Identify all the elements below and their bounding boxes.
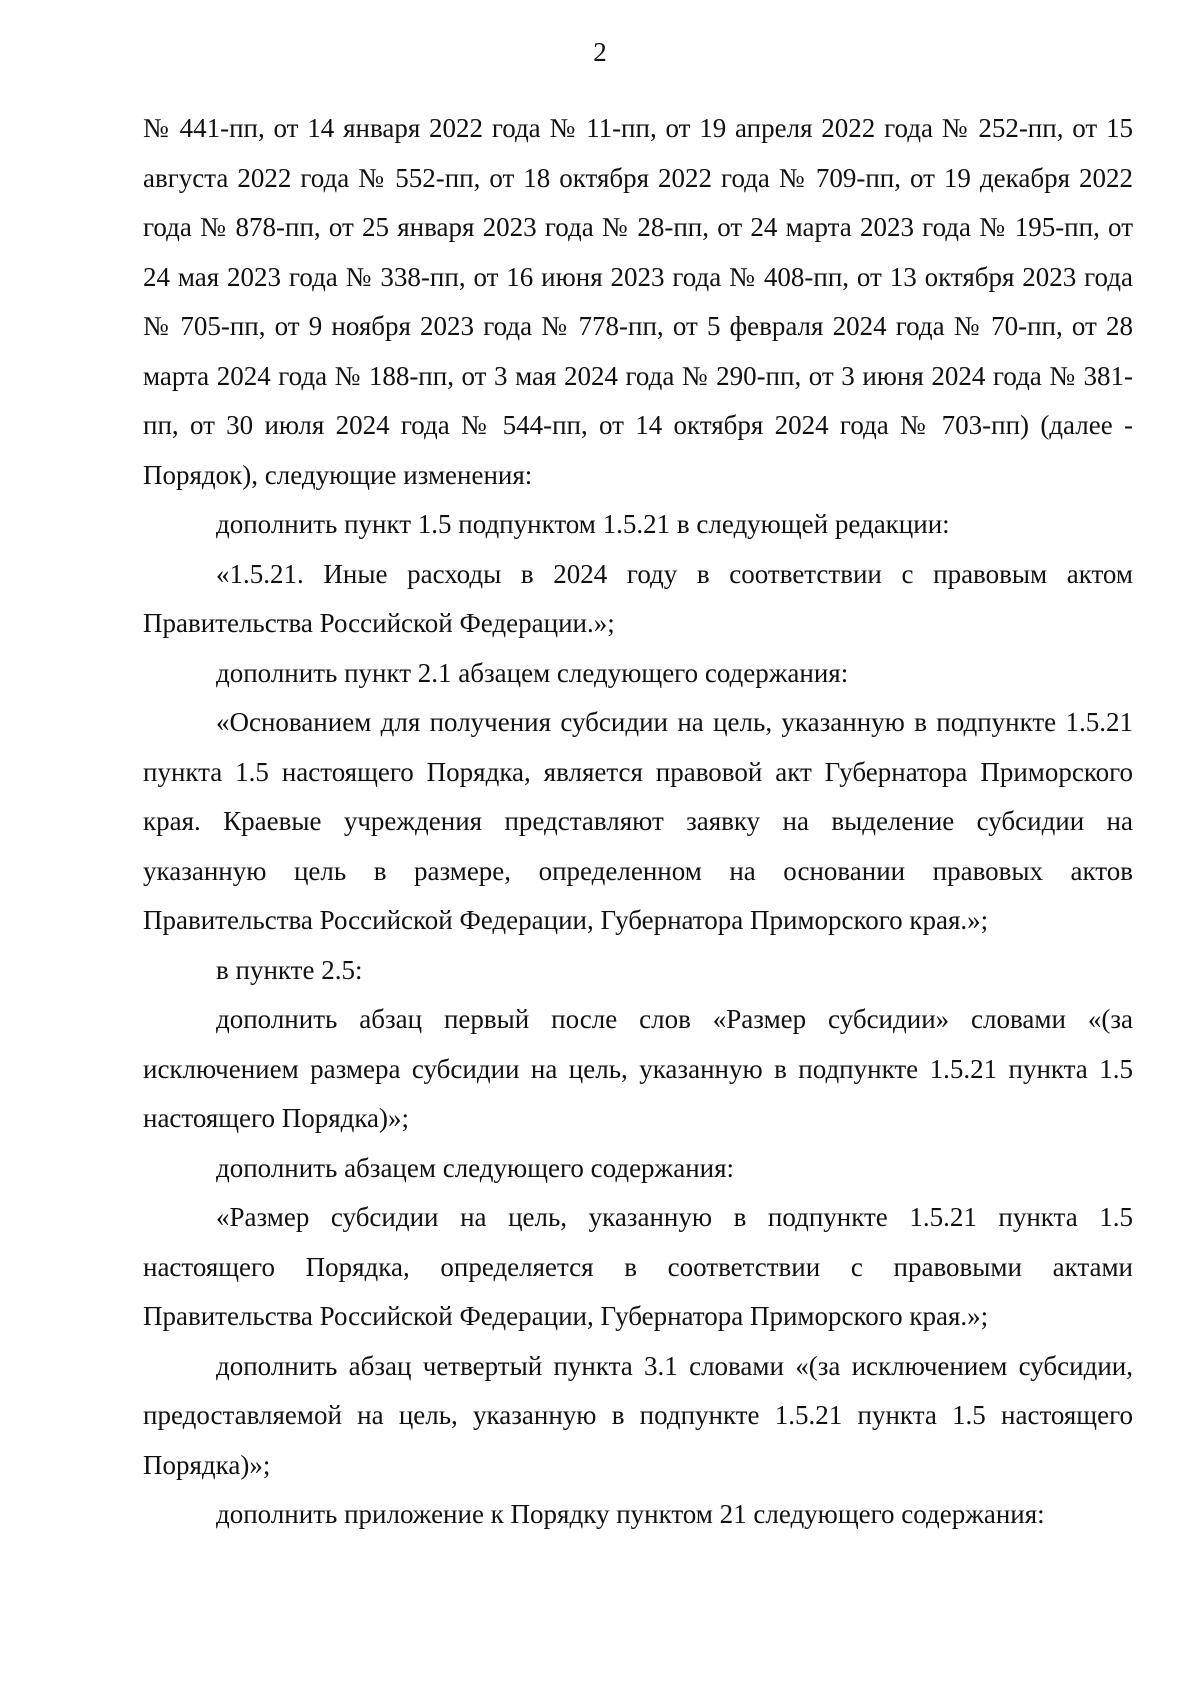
document-body	[143, 104, 1133, 1540]
paragraph-point-2-1-text: «Основанием для получения субсидии на цель, указанную в подпункте 1.5.21 пункта 1.5 настоящего Порядка, является правовой акт Губернатора Приморского края. Краевые учреждения представляют заявку на выделение субсидии на указанную цель в размере, определенном на основании правовых актов Правительства Российской Федерации, Губернатора Приморского края.»;	[143, 707, 1133, 935]
paragraph-amendment-list: № 441-пп, от 14 января 2022 года № 11-пп, от 19 апреля 2022 года № 252-пп, от 15 августа 2022 года № 552-пп, от 18 октября 2022 года № 709-пп, от 19 декабря 2022 года № 878-пп, от 25 января 2023 года № 28-пп, от 24 марта 2023 года № 195-пп, от 24 мая 2023 года № 338-пп, от 16 июня 2023 года № 408-пп, от 13 октября 2023 года № 705-пп, от 9 ноября 2023 года № 778-пп, от 5 февраля 2024 года № 70-пп, от 28 марта 2024 года № 188-пп, от 3 мая 2024 года № 290-пп, от 3 июня 2024 года № 381-пп, от 30 июля 2024 года № 544-пп, от 14 октября 2024 года № 703-пп) (далее - Порядок), следующие изменения:	[143, 113, 1133, 490]
page-number: 2	[593, 37, 607, 67]
paragraph-add-to-point-2-1: дополнить пункт 2.1 абзацем следующего содержания:	[216, 657, 849, 688]
paragraph-point-2-5-abzac-text: «Размер субсидии на цель, указанную в подпункте 1.5.21 пункта 1.5 настоящего Порядка, определяется в соответствии с правовыми актами Правительства Российской Федерации, Губернатора Приморского края.»;	[143, 1202, 1133, 1331]
paragraph-subpoint-1-5-21-text: «1.5.21. Иные расходы в 2024 году в соответствии с правовым актом Правительства Российской Федерации.»;	[143, 558, 1133, 638]
paragraph-add-appendix-point-21: дополнить приложение к Порядку пунктом 21 следующего содержания:	[216, 1499, 1045, 1529]
paragraph-add-subpoint-1-5-21: дополнить пункт 1.5 подпунктом 1.5.21 в следующей редакции:	[216, 509, 950, 539]
paragraph-point-2-5-heading: в пункте 2.5:	[216, 954, 363, 985]
paragraph-point-2-5-add-abzac: дополнить абзацем следующего содержания:	[216, 1152, 735, 1183]
paragraph-point-3-1-fourth-abzac: дополнить абзац четвертый пункта 3.1 словами «(за исключением субсидии, предоставляемой на цель, указанную в подпункте 1.5.21 пункта 1.5 настоящего Порядка)»;	[143, 1350, 1133, 1480]
paragraph-point-2-5-first-abzac: дополнить абзац первый после слов «Размер субсидии» словами «(за исключением размера субсидии на цель, указанную в подпункте 1.5.21 пункта 1.5 настоящего Порядка)»;	[143, 1004, 1133, 1133]
